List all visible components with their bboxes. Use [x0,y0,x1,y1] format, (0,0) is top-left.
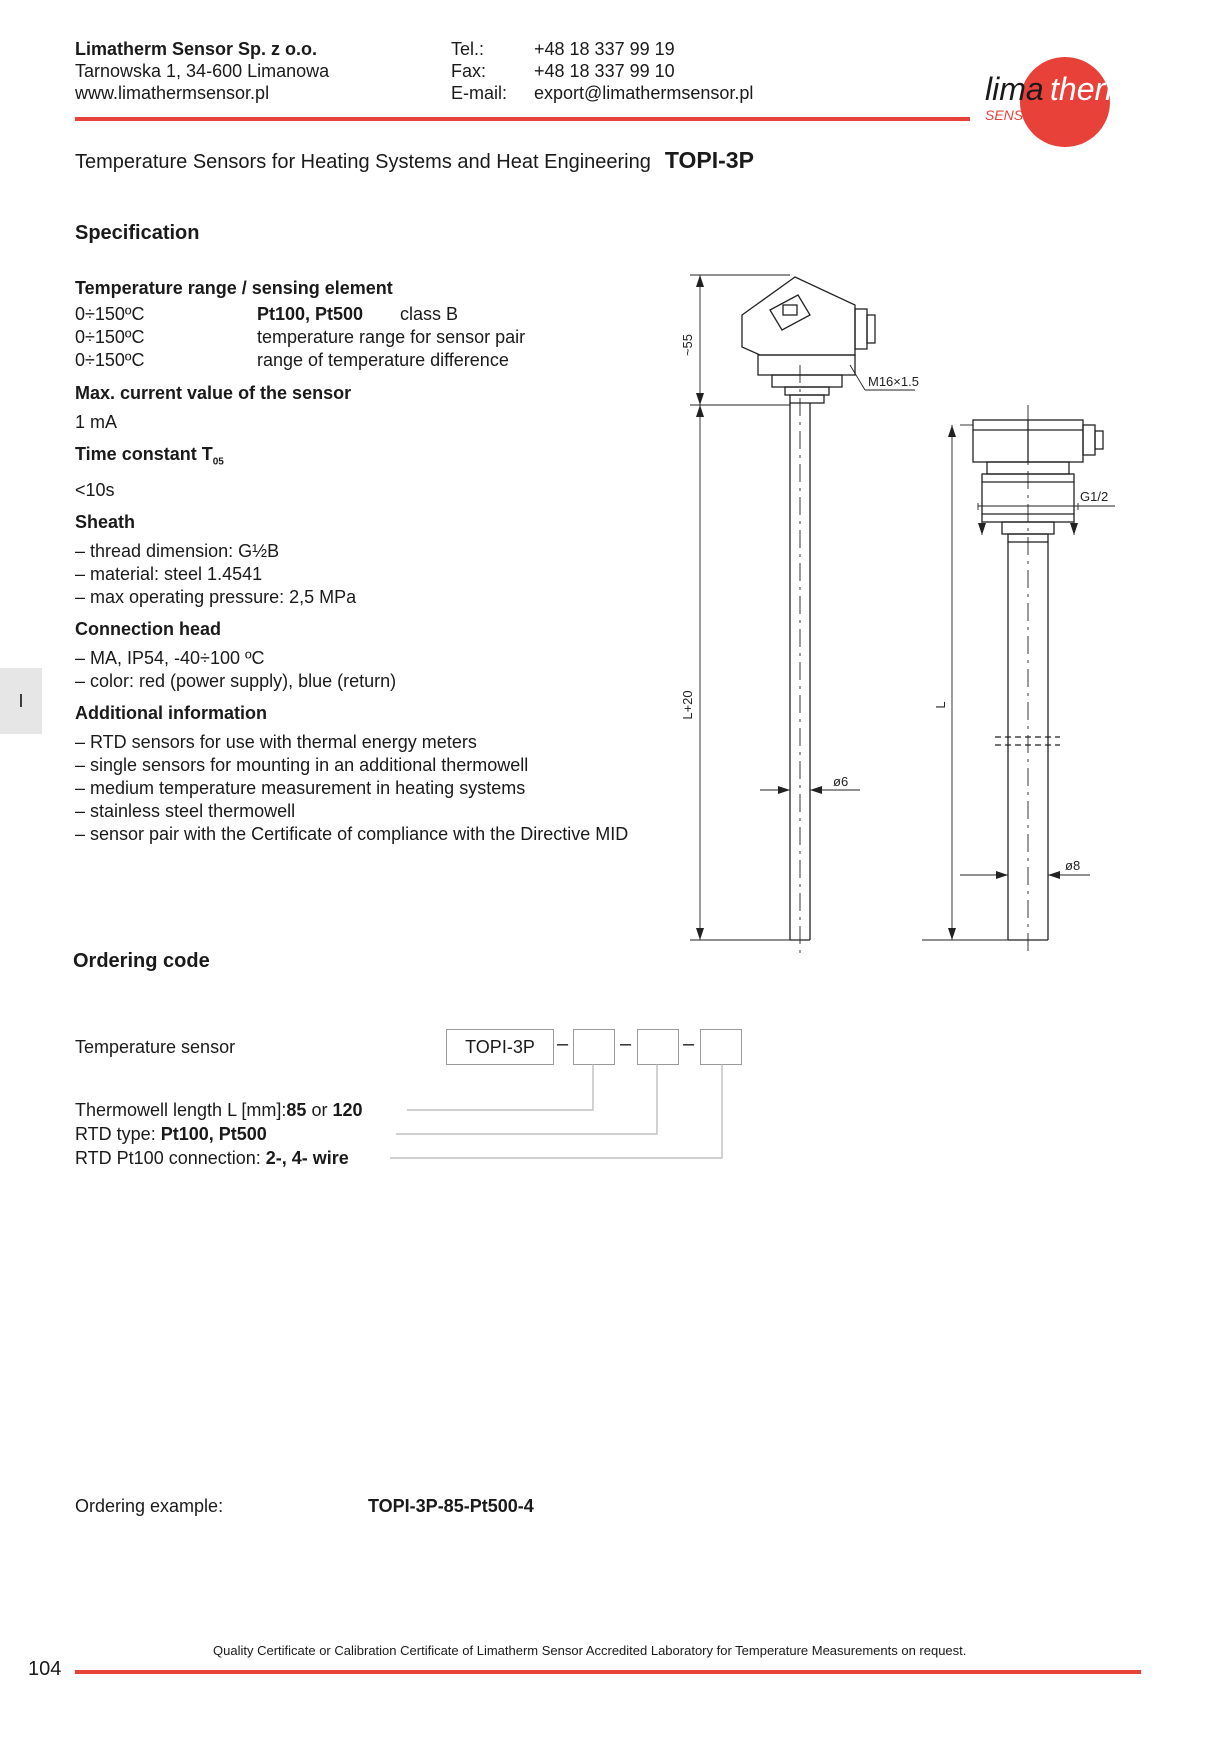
dim-dia-6: ø6 [833,774,849,789]
temp-element: range of temperature difference [257,350,509,370]
timeconst-value: <10s [75,479,115,500]
logo-sub: SENSOR [985,107,1045,123]
temp-range: 0÷150ºC [75,350,145,370]
order-line-label: Thermowell length L [mm]: [75,1100,287,1120]
code-separator: – [683,1033,695,1055]
current-heading: Max. current value of the sensor [75,383,352,403]
ordering-heading: Ordering code [73,950,210,972]
temp-row [75,304,675,327]
addinfo-list [75,731,675,846]
section-tab[interactable]: I [0,668,42,734]
email-value[interactable]: export@limathermsensor.pl [534,83,754,103]
temp-rows [75,304,675,373]
code-separator: – [620,1033,632,1055]
footer-note: Quality Certificate or Calibration Certificate of Limatherm Sensor Accredited Laboratory for Temperature Measurements on request. [213,1643,967,1658]
head-list [75,647,675,693]
company-name: Limatherm Sensor Sp. z o.o. [75,39,318,59]
temp-range: 0÷150ºC [75,327,145,347]
order-line-value: 85 [286,1100,307,1120]
tel-value: +48 18 337 99 19 [534,39,675,59]
dim-head-height: ~55 [680,333,695,357]
addinfo-heading: Additional information [75,702,267,723]
example-label: Ordering example: [75,1496,224,1516]
order-line-or: or [306,1100,333,1120]
order-line-label: RTD Pt100 connection: [75,1148,266,1168]
head-heading: Connection head [75,618,222,639]
fax-label: Fax: [451,61,487,81]
code-separator: – [557,1033,569,1055]
temp-element: Pt100, Pt500 [257,304,364,324]
timeconst-sub: 05 [212,456,224,468]
fax-value: +48 18 337 99 10 [534,61,675,81]
list-item: – sensor pair with the Certificate of compliance with the Directive MID [75,823,629,844]
temp-class: class B [400,304,459,324]
company-address: Tarnowska 1, 34-600 Limanowa [75,61,330,81]
sensor1-head-icon [742,277,875,403]
title-text: Temperature Sensors for Heating Systems and Heat Engineering [75,151,651,173]
contact-labels [451,38,507,104]
dim-dia-8: ø8 [1065,858,1081,873]
spec-heading: Specification [75,222,200,244]
order-line-value: 2-, 4- wire [265,1148,349,1168]
order-line-label: RTD type: [75,1124,161,1144]
dim-thread-m16: M16×1.5 [868,374,919,389]
temp-range: 0÷150ºC [75,304,145,324]
header-divider [75,117,970,121]
sheath-heading: Sheath [75,511,136,532]
list-item: – stainless steel thermowell [75,800,296,821]
example-value: TOPI-3P-85-Pt500-4 [368,1496,534,1516]
order-line-connection [75,1148,349,1169]
sensor2-thermowell-icon [995,542,1060,940]
list-item: – max operating pressure: 2,5 MPa [75,586,357,607]
order-line-length [75,1100,363,1121]
company-website[interactable]: www.limathermsensor.pl [75,83,270,103]
technical-drawing [660,265,1140,965]
length-code-box[interactable] [573,1029,615,1065]
page-number: 104 [28,1658,62,1680]
temp-element: temperature range for sensor pair [257,327,526,347]
temp-row [75,327,675,350]
ordering-leader-lines [390,1064,750,1170]
list-item: – color: red (power supply), blue (return) [75,670,397,691]
sensor2-head-icon [973,420,1103,542]
spec-block [75,276,675,846]
list-item: – material: steel 1.4541 [75,563,263,584]
timeconst-heading [75,442,675,475]
list-item: – medium temperature measurement in heating systems [75,777,526,798]
order-line-rtd [75,1124,267,1145]
list-item: – MA, IP54, -40÷100 ºC [75,647,265,668]
temp-heading: Temperature range / sensing element [75,278,393,298]
sensor-label: Temperature sensor [75,1037,236,1057]
current-value: 1 mA [75,412,118,432]
order-line-value: Pt100, Pt500 [160,1124,267,1144]
dim-length-l: L [933,701,948,709]
list-item: – thread dimension: G½B [75,540,280,561]
list-item: – RTD sensors for use with thermal energy meters [75,731,477,752]
order-line-value: 120 [332,1100,363,1120]
sheath-list [75,540,675,609]
rtd-type-code-box[interactable] [637,1029,679,1065]
list-item: – single sensors for mounting in an additional thermowell [75,754,529,775]
limatherm-logo [975,52,1175,152]
company-block [75,38,329,104]
dim-thread-g12: G1/2 [1080,489,1109,504]
title-code: TOPI-3P [664,147,754,173]
logo-word-lima: lima [985,71,1044,107]
logo-word-therm: therm [1050,71,1132,107]
contact-values [534,38,753,104]
timeconst-label: Time constant T [75,444,213,464]
page-title [75,147,754,174]
temp-row [75,350,675,373]
connection-code-box[interactable] [700,1029,742,1065]
code-prefix-box: TOPI-3P [446,1029,554,1065]
email-label: E-mail: [451,83,508,103]
dim-length-l20: L+20 [680,690,695,720]
tel-label: Tel.: [451,39,485,59]
footer-divider [75,1670,1141,1674]
